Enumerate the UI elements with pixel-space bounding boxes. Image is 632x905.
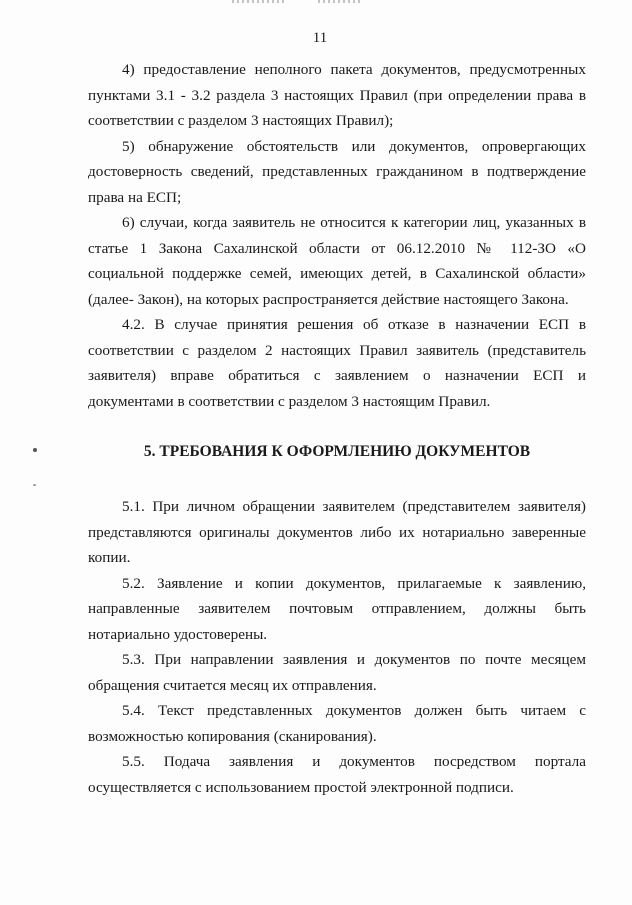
paragraph: 6) случаи, когда заявитель не относится к категории лиц, указанных в статье 1 Закона Сахалинской области от 06.12.2010 № 112-ЗО «О социальной поддержке семей, имеющих детей, в Сахалинской области» (далее- Закон), на которых распространяется действие настоящего Закона. bbox=[88, 214, 586, 308]
paragraph: 5.1. При личном обращении заявителем (представителем заявителя) представляются оригиналы документов либо их нотариально заверенные копии. bbox=[88, 498, 586, 566]
scan-artifact bbox=[232, 0, 284, 3]
paragraph-block-1 bbox=[88, 57, 586, 414]
scan-dot bbox=[33, 484, 36, 486]
paragraph: 4.2. В случае принятия решения об отказе в назначении ЕСП в соответствии с разделом 2 настоящих Правил заявитель (представитель заявителя) вправе обратиться с заявлением о назначении ЕСП и документами в соответствии с разделом 3 настоящим Правил. bbox=[88, 316, 586, 410]
paragraph: 5) обнаружение обстоятельств или документов, опровергающих достоверность сведений, представленных гражданином в подтверждение права на ЕСП; bbox=[88, 137, 586, 206]
paragraph: 4) предоставление неполного пакета документов, предусмотренных пунктами 3.1 - 3.2 раздела 3 настоящих Правил (при определении права в соответствии с разделом 3 настоящих Правил); bbox=[88, 61, 586, 129]
paragraph: 5.4. Текст представленных документов должен быть читаем с возможностью копирования (сканирования). bbox=[88, 702, 586, 745]
scan-artifact bbox=[318, 0, 360, 3]
section-heading: 5. ТРЕБОВАНИЯ К ОФОРМЛЕНИЮ ДОКУМЕНТОВ bbox=[143, 443, 531, 460]
page-number: 11 bbox=[312, 30, 328, 46]
paragraph-block-2 bbox=[88, 494, 586, 800]
paragraph: 5.3. При направлении заявления и документов по почте месяцем обращения считается месяц их отправления. bbox=[88, 651, 586, 694]
paragraph: 5.2. Заявление и копии документов, прилагаемые к заявлению, направленные заявителем почтовым отправлением, должны быть нотариально удостоверены. bbox=[88, 574, 586, 643]
paragraph: 5.5. Подача заявления и документов посредством портала осуществляется с использованием простой электронной подписи. bbox=[88, 753, 586, 796]
scan-dot bbox=[33, 448, 37, 452]
